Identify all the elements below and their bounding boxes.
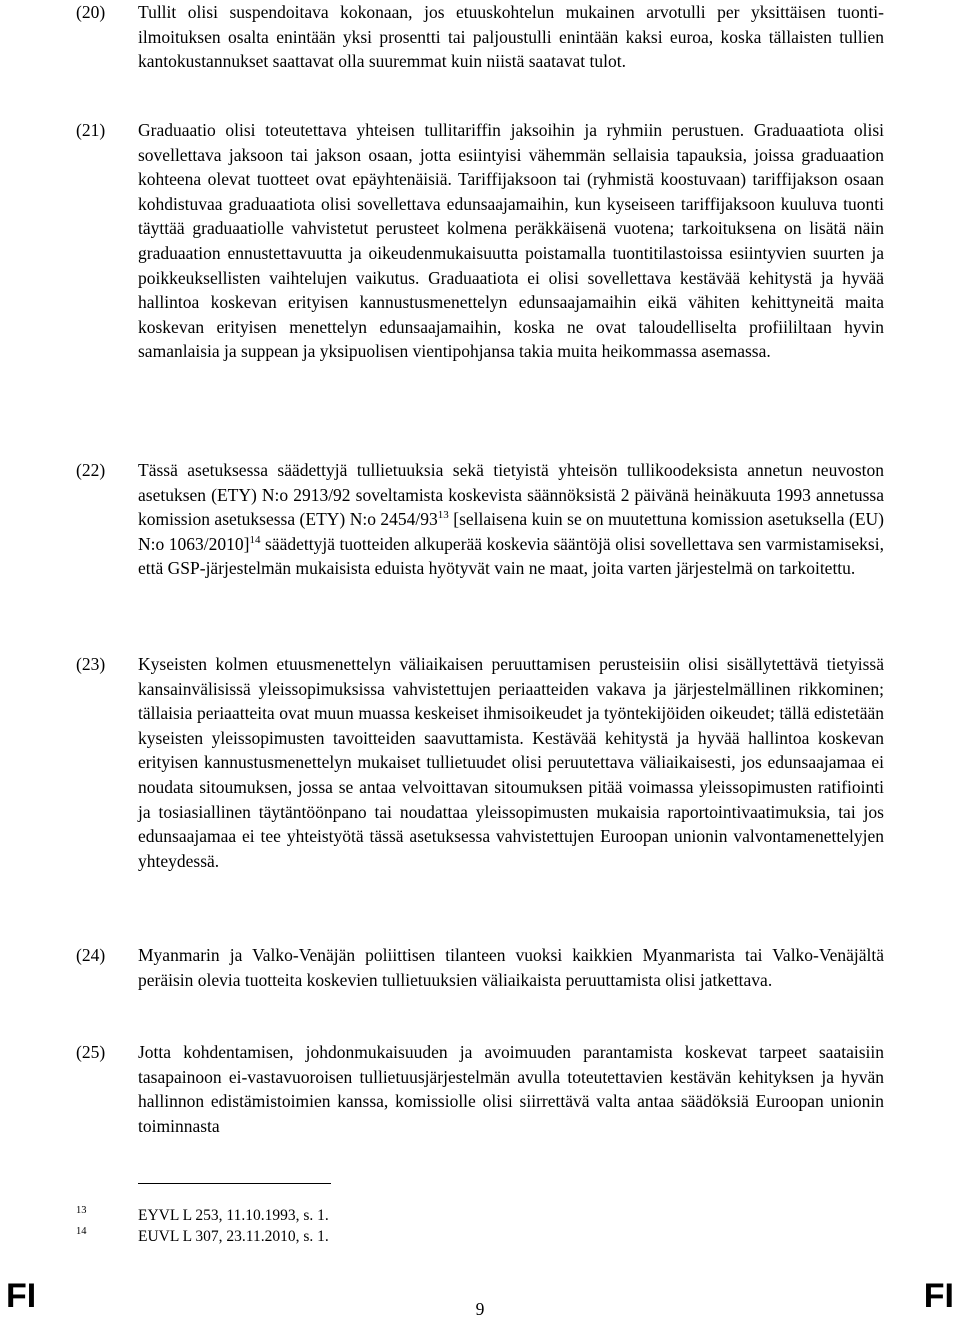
recital-number: (23) bbox=[76, 654, 106, 674]
recital-paragraph: Jotta kohdentamisen, johdonmukaisuuden ja avoimuuden parantamista koskevat tarpeet saataisiin tasapainoon ei-vastavuoroisen tullietuusjärjestelmän avulla toteutettavien kestävän kehityksen ja hyvän hallinnon edistämistoimien kanssa, komissiolle olisi siirrettävä valta antaa säädöksiä Euroopan unionin toiminnasta bbox=[138, 1042, 884, 1136]
footnote-ref-14[interactable]: 14 bbox=[249, 533, 261, 546]
language-code-left: FI bbox=[6, 1277, 37, 1315]
recital-text-part: [sellaisena kuin se on muutettuna komission asetuksella (EU) N:o 1063/2010] bbox=[138, 509, 884, 554]
recital-paragraph: Tullit olisi suspendoitava kokonaan, jos etuuskohtelun mukainen arvotulli per yksittäisen tuonti-ilmoituksen osalta enintään yksi prosentti tai paljoustulli enintään kaksi euroa, koska tällaisten tullien kantokustannukset saattavat olla suuremmat kuin niistä saatavat tulot. bbox=[138, 2, 884, 72]
footnote-ref-13[interactable]: 13 bbox=[437, 509, 449, 522]
recital-text bbox=[138, 458, 884, 581]
recital-paragraph bbox=[138, 458, 884, 581]
recital-text bbox=[138, 0, 884, 74]
recital-paragraph: Myanmarin ja Valko-Venäjän poliittisen tilanteen vuoksi kaikkien Myanmarista tai Valko-Venäjältä peräisin olevia tuotteita koskevien tullietuuksien väliaikaista peruuttamista olisi jatkettava. bbox=[138, 945, 884, 990]
page-number: 9 bbox=[475, 1299, 485, 1319]
recital-number: (22) bbox=[76, 460, 106, 480]
recital-paragraph: Kyseisten kolmen etuusmenettelyn väliaikaisen peruuttamisen perusteisiin olisi sisällytettävä tietyissä kansainvälisissä yleissopimuksissa vahvistettujen periaatteiden vakava ja järjestelmällinen rikkominen; tällaisia periaatteita ovat muun muassa keskeiset ihmisoikeudet ja työntekijöiden oikeudet; tällä edistetään kyseisten yleissopimusten tavoitteiden saavuttamista. Kestävää kehitystä ja hyvää hallintoa koskevan erityisen kannustusmenettelyn mukaiset tullietuudet olisi peruutettava väliaikaisesti, jos edunsaajamaa ei noudata sitoumuksen, jossa se antaa velvoittavan sitoumuksen pitää voimassa yleissopimusten ratifiointi ja tosiasiallinen täytäntöönpano tai noudattaa yleissopimusten mukaisia raportointivaatimuksia, tai jos edunsaajamaa ei tee yhteistyötä tässä asetuksessa vahvistettujen Euroopan unionin valvontamenettelyjen yhteydessä. bbox=[138, 654, 884, 871]
recital-number: (24) bbox=[76, 945, 106, 965]
footnote-number: 14 bbox=[76, 1226, 87, 1237]
recital-text bbox=[138, 652, 884, 873]
recital-number: (21) bbox=[76, 120, 106, 140]
recital-text-part: säädettyjä tuotteiden alkuperää koskevia sääntöjä olisi sovellettava sen varmistamiseksi, että GSP-järjestelmän mukaisista eduista hyötyvät vain ne maat, joita varten järjestelmä on tarkoitettu. bbox=[138, 533, 884, 579]
recital-text bbox=[138, 943, 884, 992]
footnote-separator bbox=[138, 1183, 331, 1184]
footnote-text: EYVL L 253, 11.10.1993, s. 1. bbox=[138, 1207, 329, 1224]
footnote-text: EUVL L 307, 23.11.2010, s. 1. bbox=[138, 1228, 329, 1245]
footnote-number: 13 bbox=[76, 1205, 87, 1216]
recital-paragraph: Graduaatio olisi toteutettava yhteisen tullitariffin jaksoihin ja ryhmiin perustuen. Graduaatiota olisi sovellettava jaksoon tai jakson osaan, jotta esiintyisi vähemmän sellaisia tapauksia, joissa graduaation kohteena olevat tuotteet ovat epäyhtenäisiä. Tariffijaksoon tai (ryhmistä koostuvaan) tariffijakson osaan kohdistuvaa graduaatiota olisi sovellettava edunsaajamaihin, kun kyseiseen tariffijaksoon kuuluva tuonti täyttää graduaatiolle vahvistetut perusteet kolmena peräkkäisenä vuotena; tarkoituksena on lisätä näin graduaation ennustettavuutta ja oikeudenmukaisuutta poistamalla tuontitilastoissa esiintyvien suurten ja poikkeuksellisten vaihtelujen vaikutus. Graduaatiota ei olisi sovellettava kestävää kehitystä ja hyvää hallintoa koskevan erityisen kannustusmenettelyn edunsaajamaihin eikä vähiten kehittyneitä maita koskevan erityisen menettelyn edunsaajamaihin, koska ne ovat taloudelliselta profiililtaan hyvin samanlaisia ja suppean ja yksipuolisen vientipohjansa takia muita heikommassa asemassa. bbox=[138, 120, 884, 362]
recital-text-part: Tässä asetuksessa säädettyjä tullietuuksia sekä tietyistä yhteisön tullikoodeksista annetun neuvoston asetuksen (ETY) N:o 2913/92 soveltamista koskevista säännöksistä 2 päivänä heinäkuuta 1993 annetussa komission asetuksessa (ETY) N:o 2454/93 bbox=[138, 460, 884, 530]
recital-text bbox=[138, 118, 884, 364]
recital-text bbox=[138, 1040, 884, 1138]
recital-number: (20) bbox=[76, 2, 106, 22]
recital-number: (25) bbox=[76, 1042, 106, 1062]
language-code-right: FI bbox=[923, 1277, 954, 1315]
